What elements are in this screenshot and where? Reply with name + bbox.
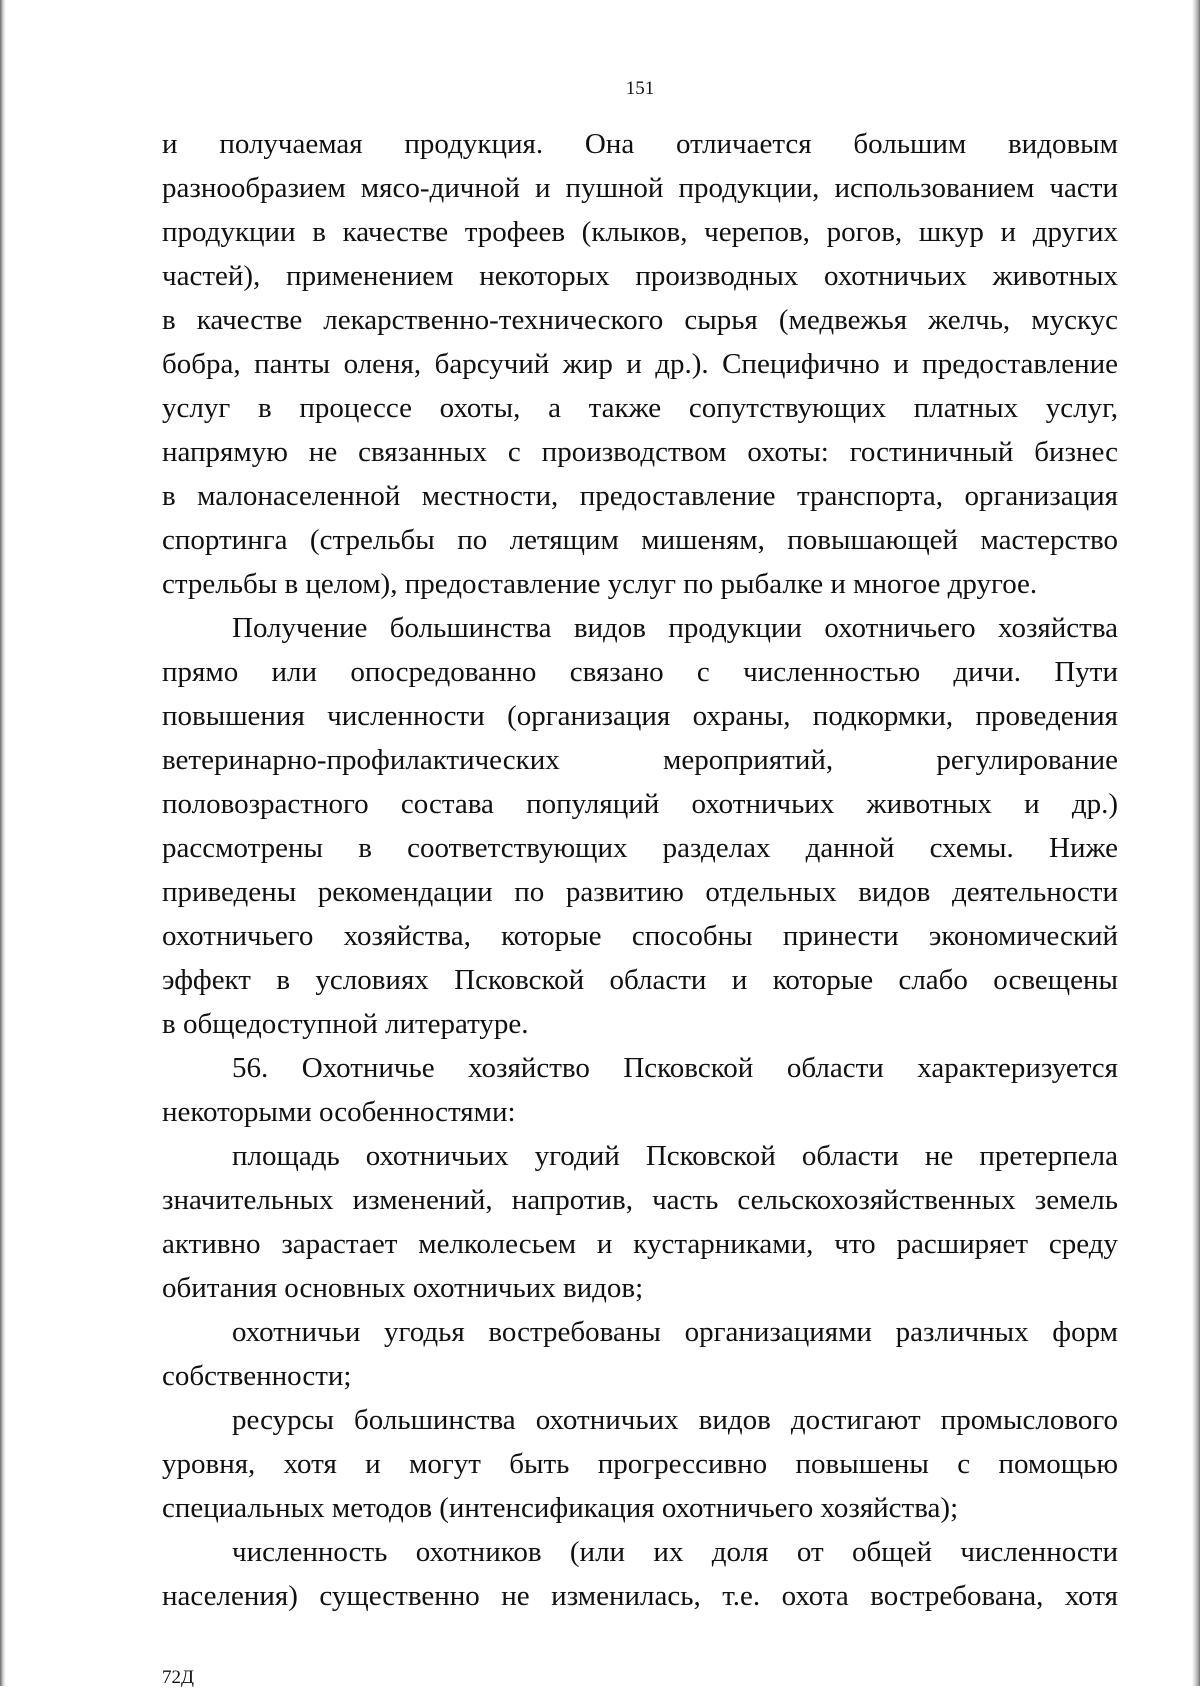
text-line: половозрастного состава популяций охотничьих животных и др.): [162, 788, 1118, 820]
text-line: спортинга (стрельбы по летящим мишеням, повышающей мастерство: [162, 524, 1118, 556]
text-line: бобра, панты оленя, барсучий жир и др.). Специфично и предоставление: [162, 348, 1118, 380]
body-text: [162, 122, 1118, 1618]
text-line: повышения численности (организация охраны, подкормки, проведения: [162, 700, 1118, 732]
scan-edge-right: [1192, 0, 1200, 1686]
page-number: 151: [625, 78, 655, 99]
text-line: численность охотников (или их доля от общей численности: [232, 1536, 1118, 1568]
footer-code: 72Д: [162, 1667, 194, 1688]
text-line: прямо или опосредованно связано с численностью дичи. Пути: [162, 656, 1118, 688]
text-line: значительных изменений, напротив, часть сельскохозяйственных земель: [162, 1184, 1118, 1216]
text-line: частей), применением некоторых производных охотничьих животных: [162, 260, 1118, 292]
text-line: стрельбы в целом), предоставление услуг по рыбалке и многое другое.: [162, 568, 1038, 600]
text-line: разнообразием мясо-дичной и пушной продукции, использованием части: [162, 172, 1118, 204]
text-line: специальных методов (интенсификация охотничьего хозяйства);: [162, 1492, 959, 1524]
text-line: рассмотрены в соответствующих разделах данной схемы. Ниже: [162, 832, 1118, 864]
text-line: ветеринарно-профилактических мероприятий, регулирование: [162, 744, 1118, 776]
text-line: Получение большинства видов продукции охотничьего хозяйства: [232, 612, 1118, 644]
text-line: 56. Охотничье хозяйство Псковской области характеризуется: [232, 1052, 1118, 1084]
text-line: и получаемая продукция. Она отличается большим видовым: [162, 128, 1118, 160]
text-line: активно зарастает мелколесьем и кустарниками, что расширяет среду: [162, 1228, 1118, 1260]
text-line: услуг в процессе охоты, а также сопутствующих платных услуг,: [162, 392, 1118, 424]
text-line: продукции в качестве трофеев (клыков, черепов, рогов, шкур и других: [162, 216, 1118, 248]
text-line: в малонаселенной местности, предоставление транспорта, организация: [162, 480, 1118, 512]
text-line: ресурсы большинства охотничьих видов достигают промыслового: [232, 1404, 1118, 1436]
text-line: некоторыми особенностями:: [162, 1096, 516, 1128]
scan-edge-left: [0, 0, 6, 1686]
text-line: напрямую не связанных с производством охоты: гостиничный бизнес: [162, 436, 1118, 468]
text-line: обитания основных охотничьих видов;: [162, 1272, 644, 1304]
text-line: в общедоступной литературе.: [162, 1008, 529, 1040]
text-line: охотничьего хозяйства, которые способны принести экономический: [162, 920, 1118, 952]
text-line: населения) существенно не изменилась, т.е. охота востребована, хотя: [162, 1580, 1118, 1612]
text-line: эффект в условиях Псковской области и которые слабо освещены: [162, 964, 1118, 996]
text-line: охотничьи угодья востребованы организациями различных форм: [232, 1316, 1118, 1348]
text-line: приведены рекомендации по развитию отдельных видов деятельности: [162, 876, 1118, 908]
text-line: площадь охотничьих угодий Псковской области не претерпела: [232, 1140, 1118, 1172]
text-line: уровня, хотя и могут быть прогрессивно повышены с помощью: [162, 1448, 1118, 1480]
text-line: собственности;: [162, 1360, 352, 1392]
text-line: в качестве лекарственно-технического сырья (медвежья желчь, мускус: [162, 304, 1118, 336]
